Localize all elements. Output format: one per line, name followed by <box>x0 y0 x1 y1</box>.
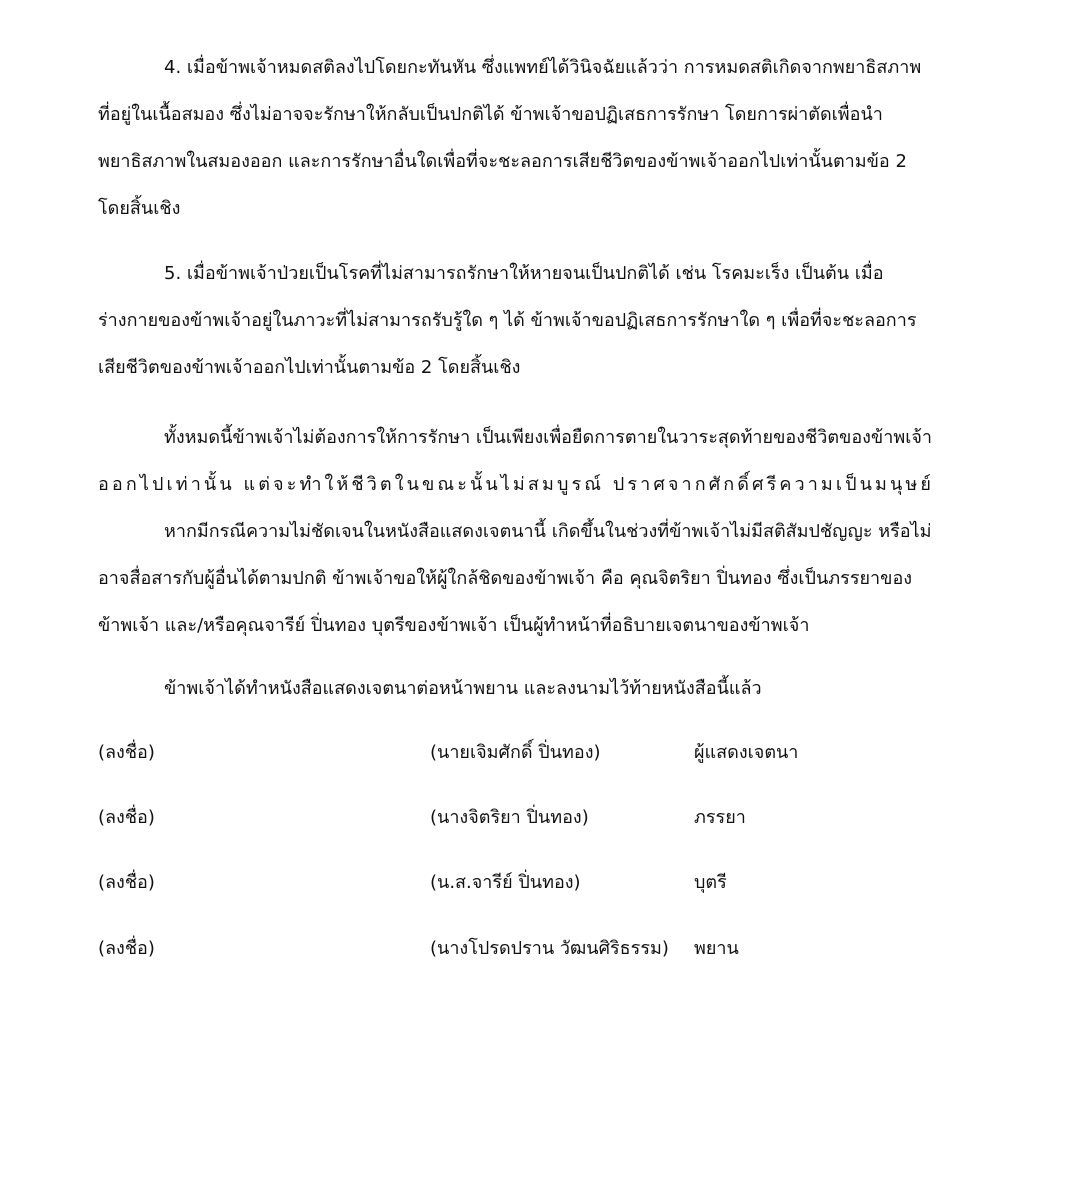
paragraph-4-line: พยาธิสภาพในสมองออก และการรักษาอื่นใดเพื่อที่จะชะลอการเสียชีวิตของข้าพเจ้าออกไปเท่านั้นตามข้อ 2 <box>98 151 907 172</box>
signatory-role: พยาน <box>694 938 739 959</box>
signature-row <box>98 798 966 838</box>
signatory-role: ผู้แสดงเจตนา <box>694 742 799 763</box>
summary-line: หากมีกรณีความไม่ชัดเจนในหนังสือแสดงเจตนานี้ เกิดขึ้นในช่วงที่ข้าพเจ้าไม่มีสติสัมปชัญญะ หรือไม่ <box>164 521 932 542</box>
signature-label: (ลงชื่อ) <box>98 872 155 893</box>
signatory-name: (นางจิตริยา ปิ่นทอง) <box>430 807 589 828</box>
paragraph-4 <box>98 44 966 232</box>
paragraph-4-line: 4. เมื่อข้าพเจ้าหมดสติลงไปโดยกะทันหัน ซึ่งแพทย์ได้วินิจฉัยแล้วว่า การหมดสติเกิดจากพยาธิสภาพ <box>164 57 922 78</box>
paragraph-summary <box>98 414 966 649</box>
paragraph-5-line: ร่างกายของข้าพเจ้าอยู่ในภาวะที่ไม่สามารถรับรู้ใด ๆ ได้ ข้าพเจ้าขอปฏิเสธการรักษาใด ๆ เพื่อที่จะชะลอการ <box>98 310 917 331</box>
paragraph-5-line: เสียชีวิตของข้าพเจ้าออกไปเท่านั้นตามข้อ 2 โดยสิ้นเชิง <box>98 357 521 378</box>
signature-row <box>98 733 966 773</box>
paragraph-5-line: 5. เมื่อข้าพเจ้าป่วยเป็นโรคที่ไม่สามารถรักษาให้หายจนเป็นปกติได้ เช่น โรคมะเร็ง เป็นต้น เมื่อ <box>164 263 884 284</box>
closing-statement <box>98 665 966 712</box>
signatory-name: (นายเจิมศักดิ์ ปิ่นทอง) <box>430 742 601 763</box>
signatory-role: ภรรยา <box>694 807 746 828</box>
signature-label: (ลงชื่อ) <box>98 807 155 828</box>
signature-label: (ลงชื่อ) <box>98 742 155 763</box>
summary-line: ข้าพเจ้า และ/หรือคุณจารีย์ ปิ่นทอง บุตรีของข้าพเจ้า เป็นผู้ทำหน้าที่อธิบายเจตนาของข้าพเจ้า <box>98 615 810 636</box>
signature-row <box>98 929 966 969</box>
summary-line: ออกไปเท่านั้น แต่จะทำให้ชีวิตในขณะนั้นไม่สมบูรณ์ ปราศจากศักดิ์ศรีความเป็นมนุษย์ <box>98 474 935 495</box>
signature-label: (ลงชื่อ) <box>98 938 155 959</box>
signatory-name: (นางโปรดปราน วัฒนศิริธรรม) <box>430 938 669 959</box>
summary-line: อาจสื่อสารกับผู้อื่นได้ตามปกติ ข้าพเจ้าขอให้ผู้ใกล้ชิดของข้าพเจ้า คือ คุณจิตริยา ปิ่นทอง ซึ่งเป็นภรรยาของ <box>98 568 913 589</box>
closing-line: ข้าพเจ้าได้ทำหนังสือแสดงเจตนาต่อหน้าพยาน และลงนามไว้ท้ายหนังสือนี้แล้ว <box>164 678 762 699</box>
signatory-name: (น.ส.จารีย์ ปิ่นทอง) <box>430 872 581 893</box>
signatory-role: บุตรี <box>694 872 727 893</box>
signature-row <box>98 863 966 903</box>
summary-line: ทั้งหมดนี้ข้าพเจ้าไม่ต้องการให้การรักษา เป็นเพียงเพื่อยืดการตายในวาระสุดท้ายของชีวิตของข้าพเจ้า <box>164 427 932 448</box>
paragraph-4-line: โดยสิ้นเชิง <box>98 198 181 219</box>
paragraph-4-line: ที่อยู่ในเนื้อสมอง ซึ่งไม่อาจจะรักษาให้กลับเป็นปกติได้ ข้าพเจ้าขอปฏิเสธการรักษา โดยการผ่าตัดเพื่อนำ <box>98 104 883 125</box>
paragraph-5 <box>98 250 966 391</box>
